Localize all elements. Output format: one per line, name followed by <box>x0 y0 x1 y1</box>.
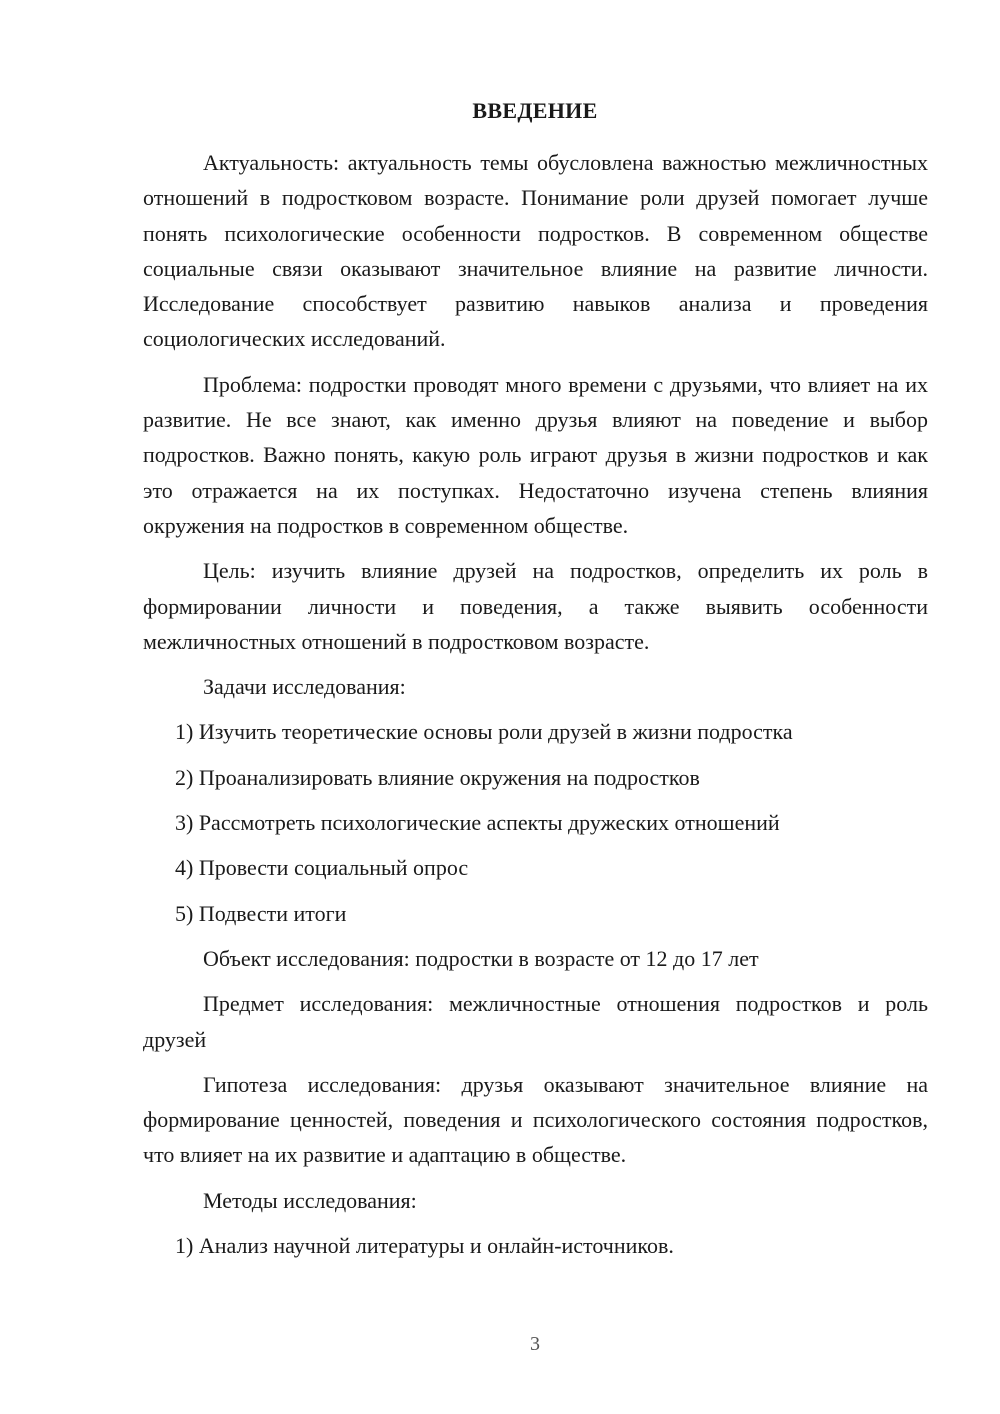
task-item: 4) Провести социальный опрос <box>175 855 469 881</box>
object-paragraph: Объект исследования: подростки в возрасте от 12 до 17 лет <box>203 945 759 971</box>
task-item: 5) Подвести итоги <box>175 900 347 926</box>
hypothesis-paragraph: Гипотеза исследования: друзья оказывают значительное влияние на формирование ценностей, поведения и психологического состояния подростков, что влияет на их развитие и адаптацию в обществе. <box>143 1071 928 1168</box>
subject-paragraph: Предмет исследования: межличностные отношения подростков и роль друзей <box>143 991 928 1052</box>
task-item: 1) Изучить теоретические основы роли друзей в жизни подростка <box>175 719 793 745</box>
methods-title: Методы исследования: <box>203 1187 417 1213</box>
problem-paragraph: Проблема: подростки проводят много времени с друзьями, что влияет на их развитие. Не все знают, как именно друзья влияют на поведение и выбор подростков. Важно понять, какую роль играют друзья в жизни подростков и как это отражается на их поступках. Недостаточно изучена степень влияния окружения на подростков в современном обществе. <box>143 371 928 538</box>
page-number: 3 <box>530 1333 540 1355</box>
tasks-title: Задачи исследования: <box>203 674 406 700</box>
document-body <box>143 145 928 1273</box>
task-item: 2) Проанализировать влияние окружения на подростков <box>175 764 700 790</box>
task-item: 3) Рассмотреть психологические аспекты дружеских отношений <box>175 810 780 836</box>
goal-paragraph: Цель: изучить влияние друзей на подростков, определить их роль в формировании личности и поведения, а также выявить особенности межличностных отношений в подростковом возрасте. <box>143 558 928 654</box>
section-heading: ВВЕДЕНИЕ <box>472 98 598 123</box>
relevance-paragraph: Актуальность: актуальность темы обусловлена важностью межличностных отношений в подростковом возрасте. Понимание роли друзей помогает лучше понять психологические особенности подростков. В современном обществе социальные связи оказывают значительное влияние на развитие личности. Исследование способствует развитию навыков анализа и проведения социологических исследований. <box>143 150 928 352</box>
method-item: 1) Анализ научной литературы и онлайн-источников. <box>175 1233 674 1259</box>
